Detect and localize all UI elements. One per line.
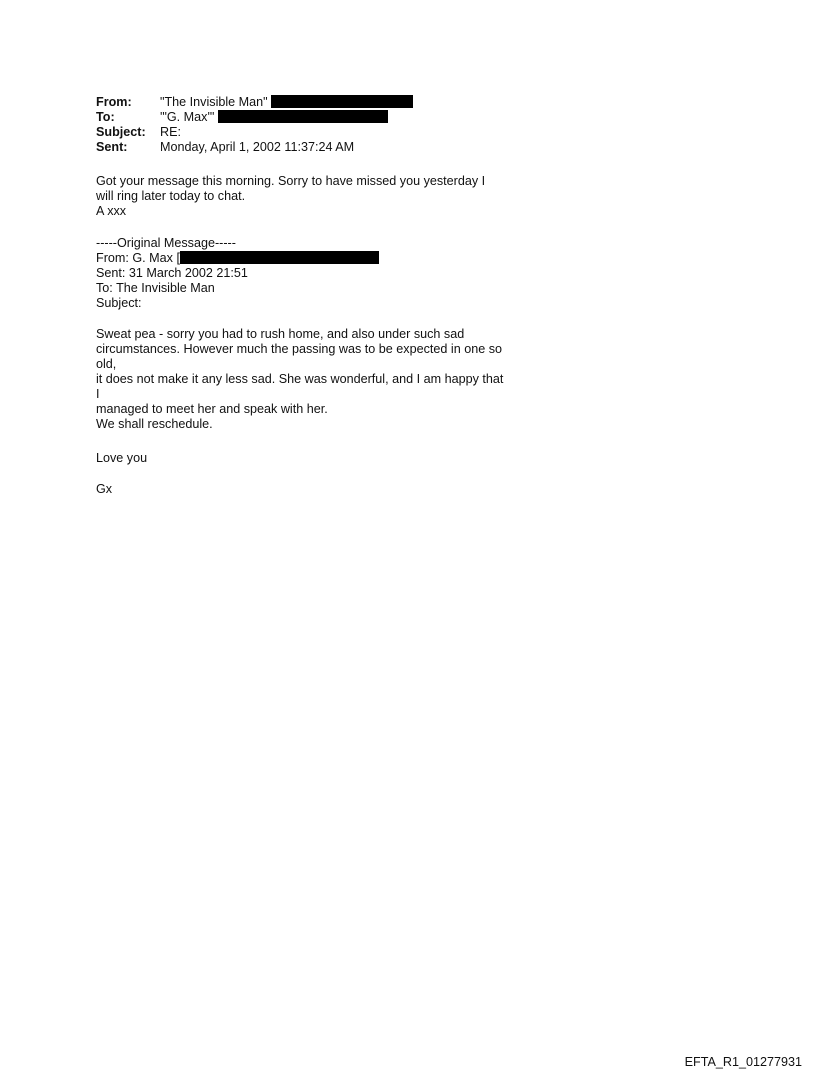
reply-body [96,174,485,219]
signature: Gx [96,482,113,496]
to-name: '"G. Max'" [160,110,215,124]
original-body [96,327,503,432]
to-value [160,110,388,125]
original-sent: Sent: 31 March 2002 21:51 [96,266,248,280]
from-label: From: [96,95,132,109]
body-line: it does not make it any less sad. She was wonderful, and I am happy that [96,372,504,386]
redaction-bar [271,95,413,108]
reply-line: will ring later today to chat. [96,189,246,203]
original-divider: -----Original Message----- [96,236,236,250]
from-name: "The Invisible Man" [160,95,268,109]
body-line: managed to meet her and speak with her. [96,402,328,416]
body-line: old, [96,357,117,371]
redaction-bar [180,251,379,264]
body-line: circumstances. However much the passing was to be expected in one so [96,342,503,356]
original-message-header [96,236,379,311]
from-value [160,95,413,110]
original-to: To: The Invisible Man [96,281,215,295]
reply-line: A xxx [96,204,127,218]
original-from [96,251,379,266]
body-line: I [96,387,100,401]
sent-value: Monday, April 1, 2002 11:37:24 AM [160,140,355,154]
closing: Love you [96,451,148,465]
subject-value: RE: [160,125,181,139]
redaction-bar [218,110,388,123]
reply-line: Got your message this morning. Sorry to have missed you yesterday I [96,174,486,188]
to-label: To: [96,110,115,124]
body-line: Sweat pea - sorry you had to rush home, and also under such sad [96,327,465,341]
body-line: We shall reschedule. [96,417,213,431]
original-from-text: From: G. Max [ [96,251,180,265]
sent-label: Sent: [96,140,128,154]
subject-label: Subject: [96,125,146,139]
original-subject: Subject: [96,296,142,310]
document-id: EFTA_R1_01277931 [684,1055,802,1069]
